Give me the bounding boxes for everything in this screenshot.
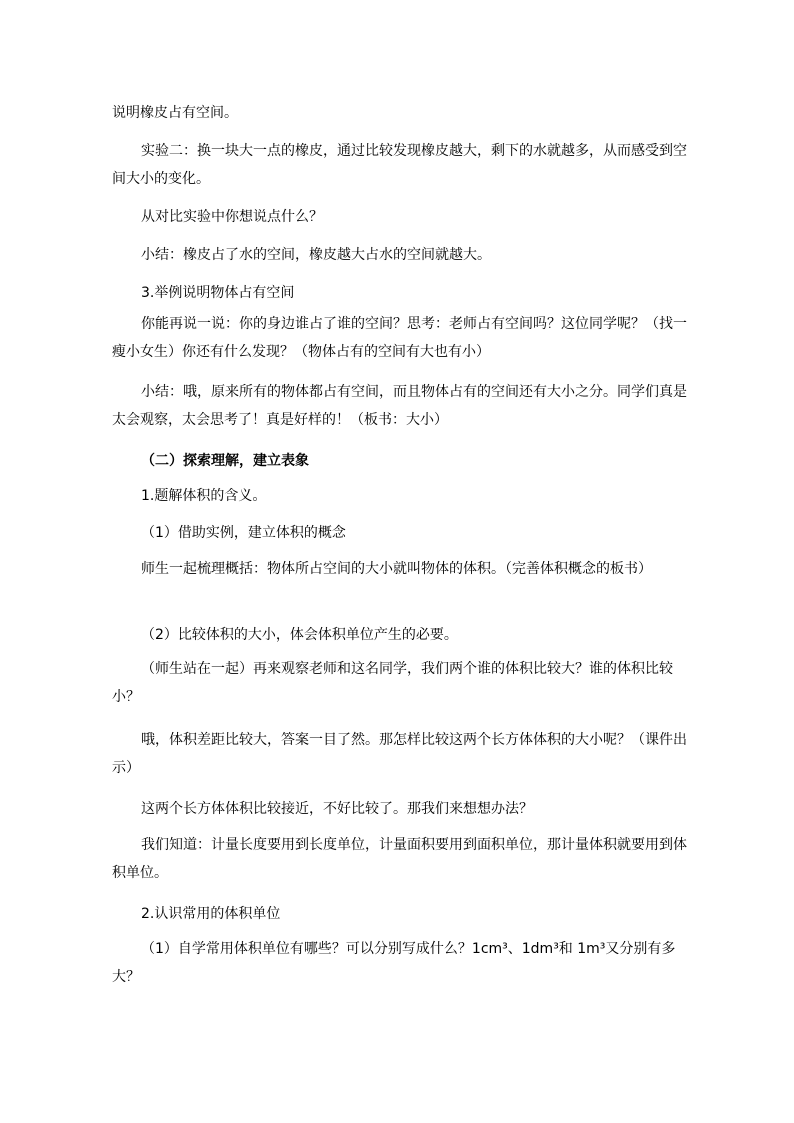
paragraph-volume-unit-needed: 我们知道：计量长度要用到长度单位，计量面积要用到面积单位，那计量体积就要用到体积单位。 [112,837,687,881]
paragraph-summary-objects: 小结：哦，原来所有的物体都占有空间，而且物体占有的空间还有大小之分。同学们真是太会观察，太会思考了！真是好样的！（板书：大小） [112,384,687,428]
paragraph-close-volumes: 这两个长方体体积比较接近，不好比较了。那我们来想想办法？ [141,801,533,817]
paragraph-teacher-student: （师生站在一起）再来观察老师和这名同学，我们两个谁的体积比较大？谁的体积比较小？ [112,661,673,705]
paragraph-experiment-two: 实验二：换一块大一点的橡皮，通过比较发现橡皮越大，剩下的水就越多，从而感受到空间大小的变化。 [112,143,687,187]
paragraph-self-study-units: （1）自学常用体积单位有哪些？可以分别写成什么？1cm³、1dm³和 1m³又分别有多大？ [112,941,676,985]
paragraph-heading-examples: 3.举例说明物体占有空间 [141,285,295,301]
section-heading-explore: （二）探索理解，建立表象 [141,453,309,469]
paragraph-cuboid-compare: 哦，体积差距比较大，答案一目了然。那怎样比较这两个长方体体积的大小呢？（课件出示） [112,732,687,776]
paragraph-volume-concept: （1）借助实例，建立体积的概念 [141,525,346,541]
paragraph-compare-volume: （2）比较体积的大小，体会体积单位产生的必要。 [141,627,458,643]
paragraph-heading-units: 2.认识常用的体积单位 [141,906,281,922]
paragraph-volume-definition: 师生一起梳理概括：物体所占空间的大小就叫物体的体积。（完善体积概念的板书） [141,561,652,577]
paragraph-comparison-question: 从对比实验中你想说点什么？ [141,209,323,225]
paragraph-examples-discussion: 你能再说一说：你的身边谁占了谁的空间？思考：老师占有空间吗？这位同学呢？（找一瘦小女生）你还有什么发现？（物体占有的空间有大也有小） [112,316,687,360]
paragraph-eraser-space: 说明橡皮占有空间。 [112,105,238,121]
paragraph-volume-meaning: 1.题解体积的含义。 [141,488,267,504]
paragraph-summary-eraser: 小结：橡皮占了水的空间，橡皮越大占水的空间就越大。 [141,247,491,263]
